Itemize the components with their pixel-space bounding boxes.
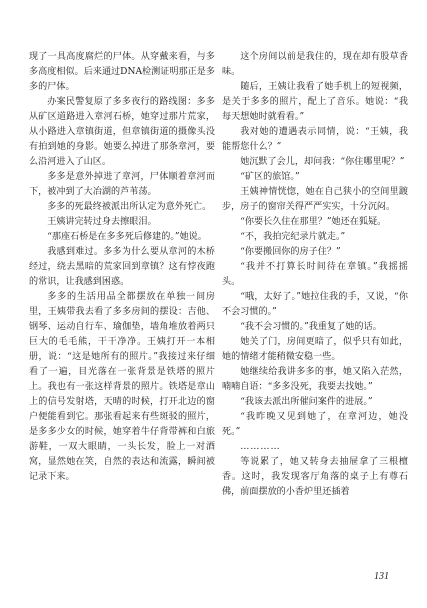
paragraph: 我对她的遭遇表示同情，说：“王姨，我能帮您什么？” [222, 127, 408, 152]
paragraph: 她关了门，房间更暗了，似乎只有如此，她的情绪才能稍微安稳一些。 [222, 337, 408, 362]
paragraph: “我昨晚又见到她了，在章河边，她没死。” [222, 412, 408, 437]
paragraph: 等说累了，她又转身去抽屉拿了三根檀香。这时，我发现客厅角落的桌子上有尊石佛，前面摆放的小香炉里还插着 [222, 457, 408, 497]
paragraph: “矿区的旅馆。” [240, 172, 300, 182]
paragraph: 现了一具高度腐烂的尸体。从穿戴来看，与多多高度相似。后来通过DNA检测证明那正是多多的尸体。 [29, 52, 215, 92]
paragraph: 这个房间以前是我住的，现在却有股草香味。 [222, 52, 408, 77]
paragraph: “我该去派出所催问案件的进展。” [240, 397, 373, 407]
paragraph: 王姨讲完转过身去擦眼泪。 [47, 217, 157, 227]
paragraph: “那座石桥是在多多死后修建的。”她说。 [47, 232, 207, 242]
paragraph: 她沉默了会儿，却问我：“你住哪里呢？” [240, 157, 405, 167]
paragraph: “我不会习惯的。”我重复了她的话。 [240, 322, 382, 332]
paragraph: 办案民警复原了多多夜行的路线图：多多从矿区道路进入章河石桥，她穿过那片荒家，从小路进入章镇街道，但章镇街道的摄像头没有拍到她的身影。她要么掉进了那条章河，要么沿河进入了山区。 [29, 97, 215, 167]
right-text-column [222, 50, 408, 500]
paragraph: “哦，太好了。”她拉住我的手，又说，“你不会习惯的。” [222, 292, 408, 317]
paragraph: 多多是意外掉进了章河，尸体顺着章河而下，被冲到了大冶湖的芦苇荡。 [29, 172, 215, 197]
paragraph: 她继续给我讲多多的事，她又陷入茫然，喃喃自语：“多多没死，我要去找她。” [222, 367, 408, 392]
paragraph: 随后，王姨让我看了她手机上的短视频，是关于多多的照片，配上了音乐。她说：“我每天想她时就看看。” [222, 82, 408, 122]
paragraph: 多多的死最终被派出所认定为意外死亡。 [47, 202, 212, 212]
paragraph: “你要长久住在那里？”她还在狐疑。 [240, 217, 387, 227]
left-text-column [29, 50, 215, 485]
page-number: 131 [374, 571, 389, 582]
paragraph: “不，我拍完纪录片就走。” [240, 232, 346, 242]
paragraph: “我并不打算长时间待在章镇。”我摇摇头。 [222, 262, 408, 287]
paragraph: 多多的生活用品全都摆放在单独一间房里，王姨带我去看了多多房间的摆设：吉他、钢琴、运动自行车、瑜伽垫，墙角堆放着两只巨大的毛毛熊，干干净净。王姨打开一本相册，说：“这是她所有的照片。”我接过来仔细看了一遍，目光落在一张背景是铁塔的照片上。我也有一张这样背景的照片。铁塔是章山上的信号发射塔，天晴的时候，打开北边的窗户便能看到它。那张看起来有些斑驳的照片，是多多少女的时候，她穿着牛仔背带裤和白旅游鞋，一双大眼睛，一头长发，脸上一对酒窝，显然她在笑，自然的表达和流露，瞬间被记录下来。 [29, 292, 215, 482]
paragraph: 我感到难过。多多为什么要从章河的木桥经过，绕去黑暗的荒家回到章镇？这有悖夜跑的常识，让我感到困惑。 [29, 247, 215, 287]
paragraph: 王姨神情恍惚，她在自己狭小的空间里踱步，房子的窗帘关得严严实实，十分沉闷。 [222, 187, 408, 212]
section-separator: ………… [240, 442, 281, 452]
paragraph: “你要搬回你的房子住？” [240, 247, 341, 257]
